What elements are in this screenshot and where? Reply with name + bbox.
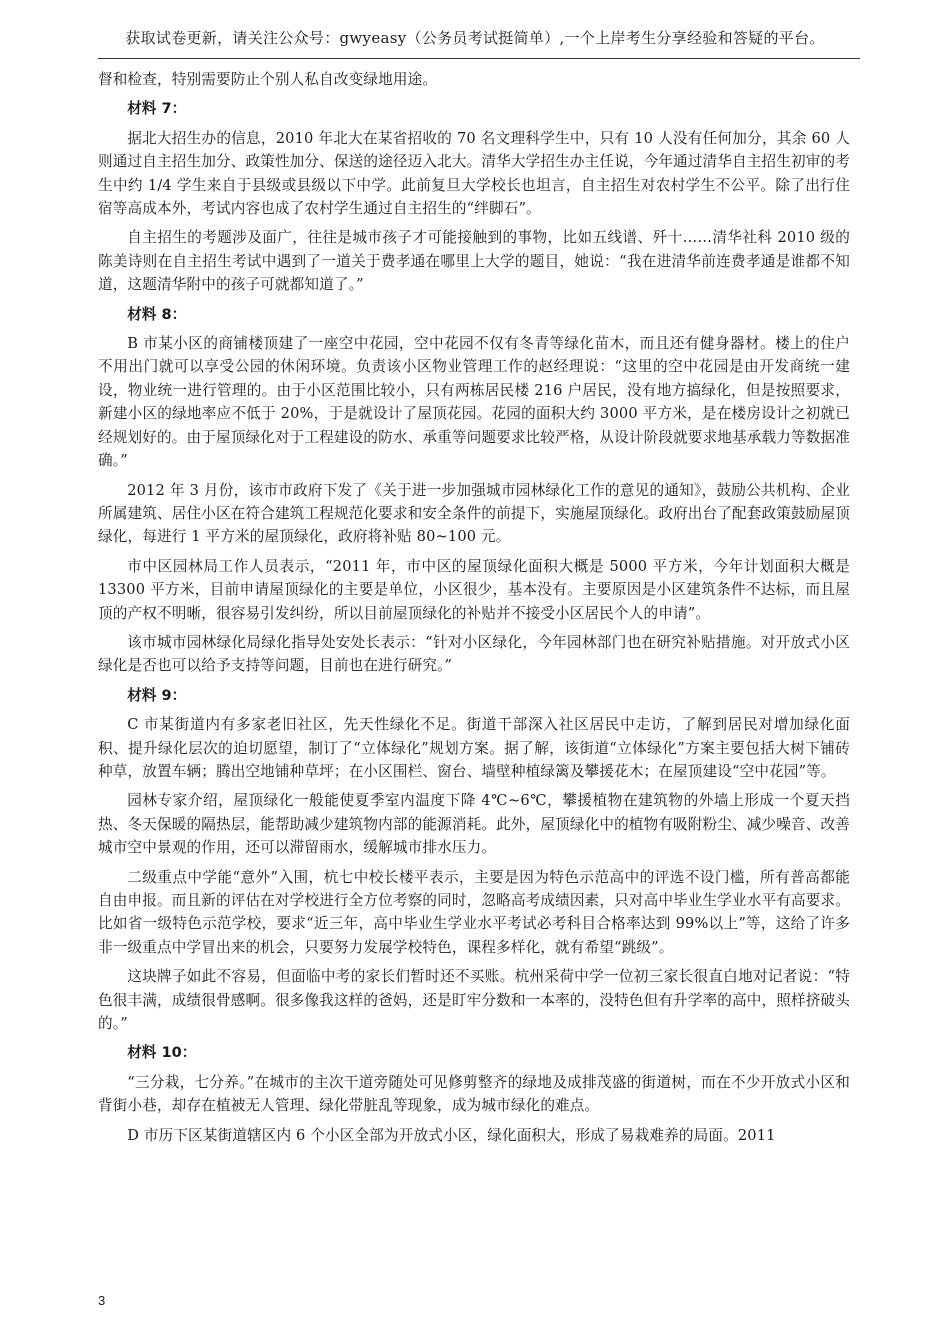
paragraph: 二级重点中学能“意外”入围，杭七中校长楼平表示，主要是因为特色示范高中的评选不设门槛，所有普高都能自由申报。而且新的评估在对学校进行全方位考察的同时，忽略高考成绩因素，只对高中毕业生学业水平有高要求。比如省一级特色示范学校，要求“近三年，高中毕业生学业水平考试必考科目合格率达到 99%以上”等，这给了许多非一级重点中学冒出来的机会，只要努力发展学校特色，课程多样化，就有希望“跳级”。 (98, 868, 850, 956)
paragraph: 自主招生的考题涉及面广，往往是城市孩子才可能接触到的事物，比如五线谱、歼十……清华社科 2010 级的陈美诗则在自主招生考试中遇到了一道关于费孝通在哪里上大学的题目，她说：“我在进清华前连费孝通是谁都不知道，这题清华附中的孩子可就都知道了。” (98, 229, 850, 294)
paragraph: B 市某小区的商铺楼顶建了一座空中花园，空中花园不仅有冬青等绿化苗木，而且还有健身器材。楼上的住户不用出门就可以享受公园的休闲环境。负责该小区物业管理工作的赵经理说：“这里的空中花园是由开发商统一建设，物业统一进行管理的。由于小区范围比较小，只有两栋居民楼 216 户居民，没有地方搞绿化，但是按照要求，新建小区的绿地率应不低于 20%，于是就设计了屋顶花园。花园的面积大约 3000 平方米，是在楼房设计之初就已经规划好的。由于屋顶绿化对于工程建设的防水、承重等问题要求比较严格，从设计阶段就要求地基承载力等数据准确。” (98, 335, 850, 470)
paragraph: 该市城市园林绿化局绿化指导处安处长表示：“针对小区绿化，今年园林部门也在研究补贴措施。对开放式小区绿化是否也可以给予支持等问题，目前也在进行研究。” (98, 633, 850, 675)
paragraph: D 市历下区某街道辖区内 6 个小区全部为开放式小区，绿化面积大，形成了易栽难养的局面。2011 (127, 1126, 776, 1144)
paragraph-continued: 督和检查，特别需要防止个别人私自改变绿地用途。 (98, 71, 438, 88)
page-number: 3 (98, 1293, 106, 1308)
document-body (98, 68, 850, 1153)
paragraph: 这块牌子如此不容易，但面临中考的家长们暂时还不买账。杭州采荷中学一位初三家长很直白地对记者说：“特色很丰满，成绩很骨感啊。很多像我这样的爸妈，还是盯牢分数和一本率的，没特色但有升学率的高中，照样挤破头的。” (98, 968, 850, 1033)
paragraph: C 市某街道内有多家老旧社区，先天性绿化不足。街道干部深入社区居民中走访，了解到居民对增加绿化面积、提升绿化层次的迫切愿望，制订了“立体绿化”规划方案。据了解，该街道“立体绿化”方案主要包括大树下铺砖种草，放置车辆；腾出空地铺种草坪；在小区围栏、窗台、墙壁种植绿篱及攀援花木；在屋顶建设“空中花园”等。 (98, 716, 850, 780)
paragraph: “三分栽，七分养。”在城市的主次干道旁随处可见修剪整齐的绿地及成排茂盛的街道树，而在不少开放式小区和背街小巷，却存在植被无人管理、绿化带脏乱等现象，成为城市绿化的难点。 (98, 1073, 850, 1115)
section-heading-material-10: 材料 10： (127, 1044, 197, 1062)
section-heading-material-8: 材料 8： (127, 305, 187, 323)
paragraph: 据北大招生办的信息，2010 年北大在某省招收的 70 名文理科学生中，只有 10 人没有任何加分，其余 60 人则通过自主招生加分、政策性加分、保送的途径迈入北大。清华大学招生办主任说，今年通过清华自主招生初审的考生中约 1/4 学生来自于县级或县级以下中学。此前复旦大学校长也坦言，自主招生对农村学生不公平。除了出行住宿等高成本外，考试内容也成了农村学生通过自主招生的“绊脚石”。 (98, 129, 850, 218)
section-heading-material-9: 材料 9： (127, 686, 187, 704)
paragraph: 市中区园林局工作人员表示，“2011 年，市中区的屋顶绿化面积大概是 5000 平方米，今年计划面积大概是 13300 平方米，目前申请屋顶绿化的主要是单位，小区很少，基本没有。主要原因是小区建筑条件不达标，而且屋顶的产权不明晰，很容易引发纠纷，所以目前屋顶绿化的补贴并不接受小区居民个人的申请”。 (98, 557, 850, 622)
header-divider (98, 58, 860, 59)
paragraph: 园林专家介绍，屋顶绿化一般能使夏季室内温度下降 4℃~6℃，攀援植物在建筑物的外墙上形成一个夏天挡热、冬天保暖的隔热层，能帮助减少建筑物内部的能源消耗。此外，屋顶绿化中的植物有吸附粉尘、减少噪音、改善城市空中景观的作用，还可以滞留雨水，缓解城市排水压力。 (98, 792, 850, 857)
section-heading-material-7: 材料 7： (127, 100, 187, 118)
page-header: 获取试卷更新，请关注公众号：gwyeasy（公务员考试挺简单）,一个上岸考生分享经验和答疑的平台。 (125, 29, 825, 47)
paragraph: 2012 年 3 月份，该市市政府下发了《关于进一步加强城市园林绿化工作的意见的通知》，鼓励公共机构、企业所属建筑、居住小区在符合建筑工程规范化要求和安全条件的前提下，实施屋顶绿化。政府出台了配套政策鼓励屋顶绿化，每进行 1 平方米的屋顶绿化，政府将补贴 80~100 元。 (98, 481, 850, 546)
